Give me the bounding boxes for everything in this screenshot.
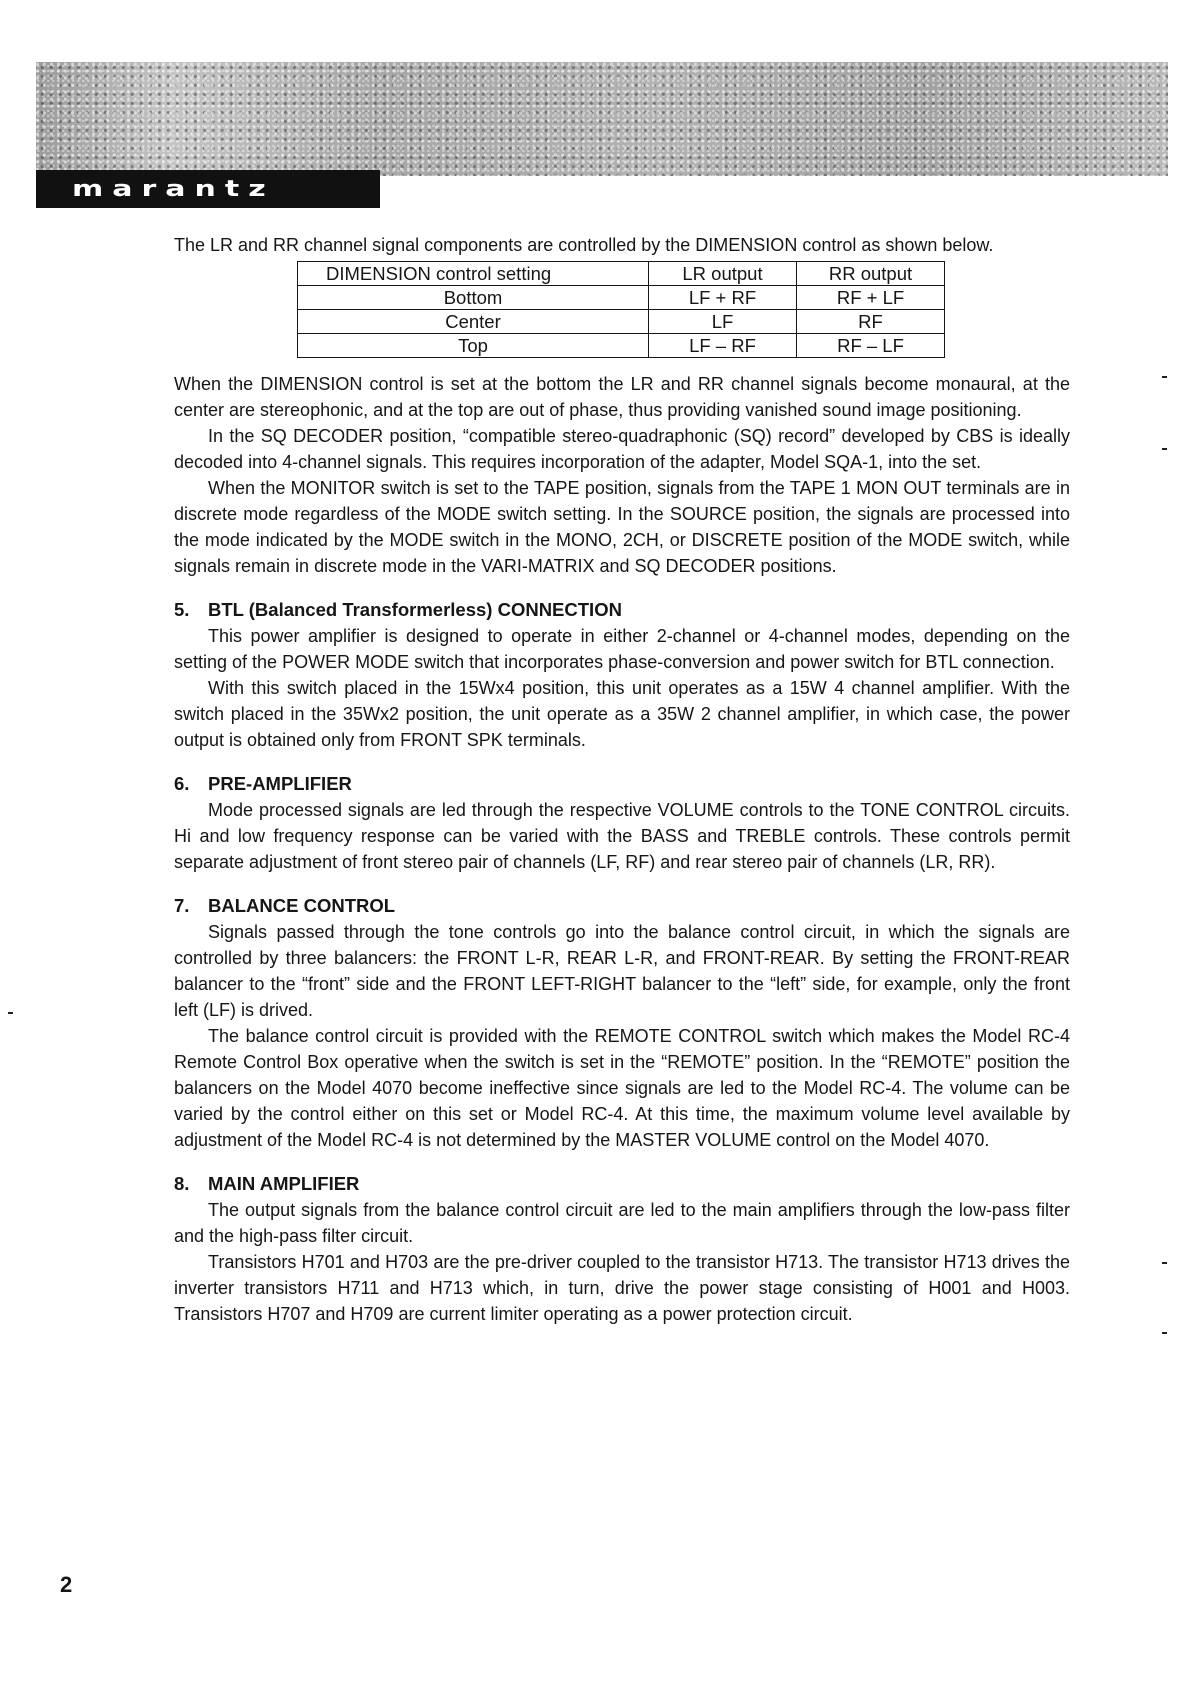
section-number: 5.: [174, 599, 190, 620]
section-title: BTL (Balanced Transformerless) CONNECTION: [208, 599, 622, 620]
section-balance-control: [174, 893, 1070, 1153]
section-title: BALANCE CONTROL: [208, 895, 396, 916]
table-cell: Center: [298, 310, 649, 334]
table-header-row: [298, 262, 945, 286]
table-header-cell: RR output: [797, 262, 945, 286]
section-number: 8.: [174, 1173, 190, 1194]
body-paragraph: Mode processed signals are led through the respective VOLUME controls to the TONE CONTROL circuits. Hi and low frequency response can be varied with the BASS and TREBLE controls. These controls permit separate adjustment of front stereo pair of channels (LF, RF) and rear stereo pair of channels (LR, RR).: [174, 800, 1070, 872]
table-cell: RF: [797, 310, 945, 334]
margin-mark: [1162, 448, 1167, 450]
section-title: MAIN AMPLIFIER: [208, 1173, 360, 1194]
section-heading: [174, 893, 1070, 919]
margin-mark: [1162, 1332, 1167, 1334]
intro-paragraph: The LR and RR channel signal components are controlled by the DIMENSION control as shown below.: [174, 235, 994, 255]
section-btl-connection: [174, 597, 1070, 753]
section-main-amplifier: [174, 1171, 1070, 1327]
table-cell: RF – LF: [797, 334, 945, 358]
body-paragraph: Signals passed through the tone controls go into the balance control circuit, in which the signals are controlled by three balancers: the FRONT L-R, REAR L-R, and FRONT-REAR. By setting the FRONT-REAR balancer to the “front” side and the FRONT LEFT-RIGHT balancer to the “left” side, for example, only the front left (LF) is drived.: [174, 922, 1070, 1020]
body-paragraph: Transistors H701 and H703 are the pre-driver coupled to the transistor H713. The transistor H713 drives the inverter transistors H711 and H713 which, in turn, drive the power stage consisting of H001 and H003. Transistors H707 and H709 are current limiter operating as a power protection circuit.: [174, 1252, 1070, 1324]
table-row: [298, 310, 945, 334]
table-cell: RF + LF: [797, 286, 945, 310]
table-cell: Bottom: [298, 286, 649, 310]
section-title: PRE-AMPLIFIER: [208, 773, 352, 794]
table-header-cell: DIMENSION control setting: [298, 262, 649, 286]
section-number: 7.: [174, 895, 190, 916]
margin-mark: [1162, 376, 1167, 378]
section-number: 6.: [174, 773, 190, 794]
page-number: 2: [60, 1572, 73, 1597]
page-content: [174, 232, 1070, 1327]
table-header-cell: LR output: [649, 262, 797, 286]
table-cell: LF: [649, 310, 797, 334]
body-paragraph: When the DIMENSION control is set at the bottom the LR and RR channel signals become monaural, at the center are stereophonic, and at the top are out of phase, thus providing vanished sound image positioning.: [174, 374, 1070, 420]
table-cell: LF – RF: [649, 334, 797, 358]
brand-logo: marantz: [72, 175, 275, 202]
body-paragraph: With this switch placed in the 15Wx4 position, this unit operates as a 15W 4 channel amplifier. With the switch placed in the 35Wx2 position, the unit operate as a 35W 2 channel amplifier, in which case, the power output is obtained only from FRONT SPK terminals.: [174, 678, 1070, 750]
body-paragraph: The output signals from the balance control circuit are led to the main amplifiers through the low-pass filter and the high-pass filter circuit.: [174, 1200, 1070, 1246]
body-paragraph: The balance control circuit is provided with the REMOTE CONTROL switch which makes the Model RC-4 Remote Control Box operative when the switch is set in the “REMOTE” position. In the “REMOTE” position the balancers on the Model 4070 become ineffective since signals are led to the Model RC-4. The volume can be varied by the control either on this set or Model RC-4. At this time, the maximum volume level available by adjustment of the Model RC-4 is not determined by the MASTER VOLUME control on the Model 4070.: [174, 1026, 1070, 1150]
table-cell: Top: [298, 334, 649, 358]
body-paragraph: In the SQ DECODER position, “compatible stereo-quadraphonic (SQ) record” developed by CBS is ideally decoded into 4-channel signals. This requires incorporation of the adapter, Model SQA-1, into the set.: [174, 426, 1070, 472]
table-cell: LF + RF: [649, 286, 797, 310]
margin-mark: [8, 1012, 13, 1014]
body-paragraph: This power amplifier is designed to operate in either 2-channel or 4-channel modes, depending on the setting of the POWER MODE switch that incorporates phase-conversion and power switch for BTL connection.: [174, 626, 1070, 672]
section-heading: [174, 597, 1070, 623]
section-pre-amplifier: [174, 771, 1070, 875]
header-texture-band: [36, 62, 1168, 176]
section-heading: [174, 1171, 1070, 1197]
table-row: [298, 286, 945, 310]
section-heading: [174, 771, 1070, 797]
dimension-table: [297, 261, 945, 358]
margin-mark: [1162, 1262, 1167, 1264]
table-row: [298, 334, 945, 358]
body-paragraph: When the MONITOR switch is set to the TAPE position, signals from the TAPE 1 MON OUT terminals are in discrete mode regardless of the MODE switch setting. In the SOURCE position, the signals are processed into the mode indicated by the MODE switch in the MONO, 2CH, or DISCRETE position of the MODE switch, while signals remain in discrete mode in the VARI-MATRIX and SQ DECODER positions.: [174, 478, 1070, 576]
